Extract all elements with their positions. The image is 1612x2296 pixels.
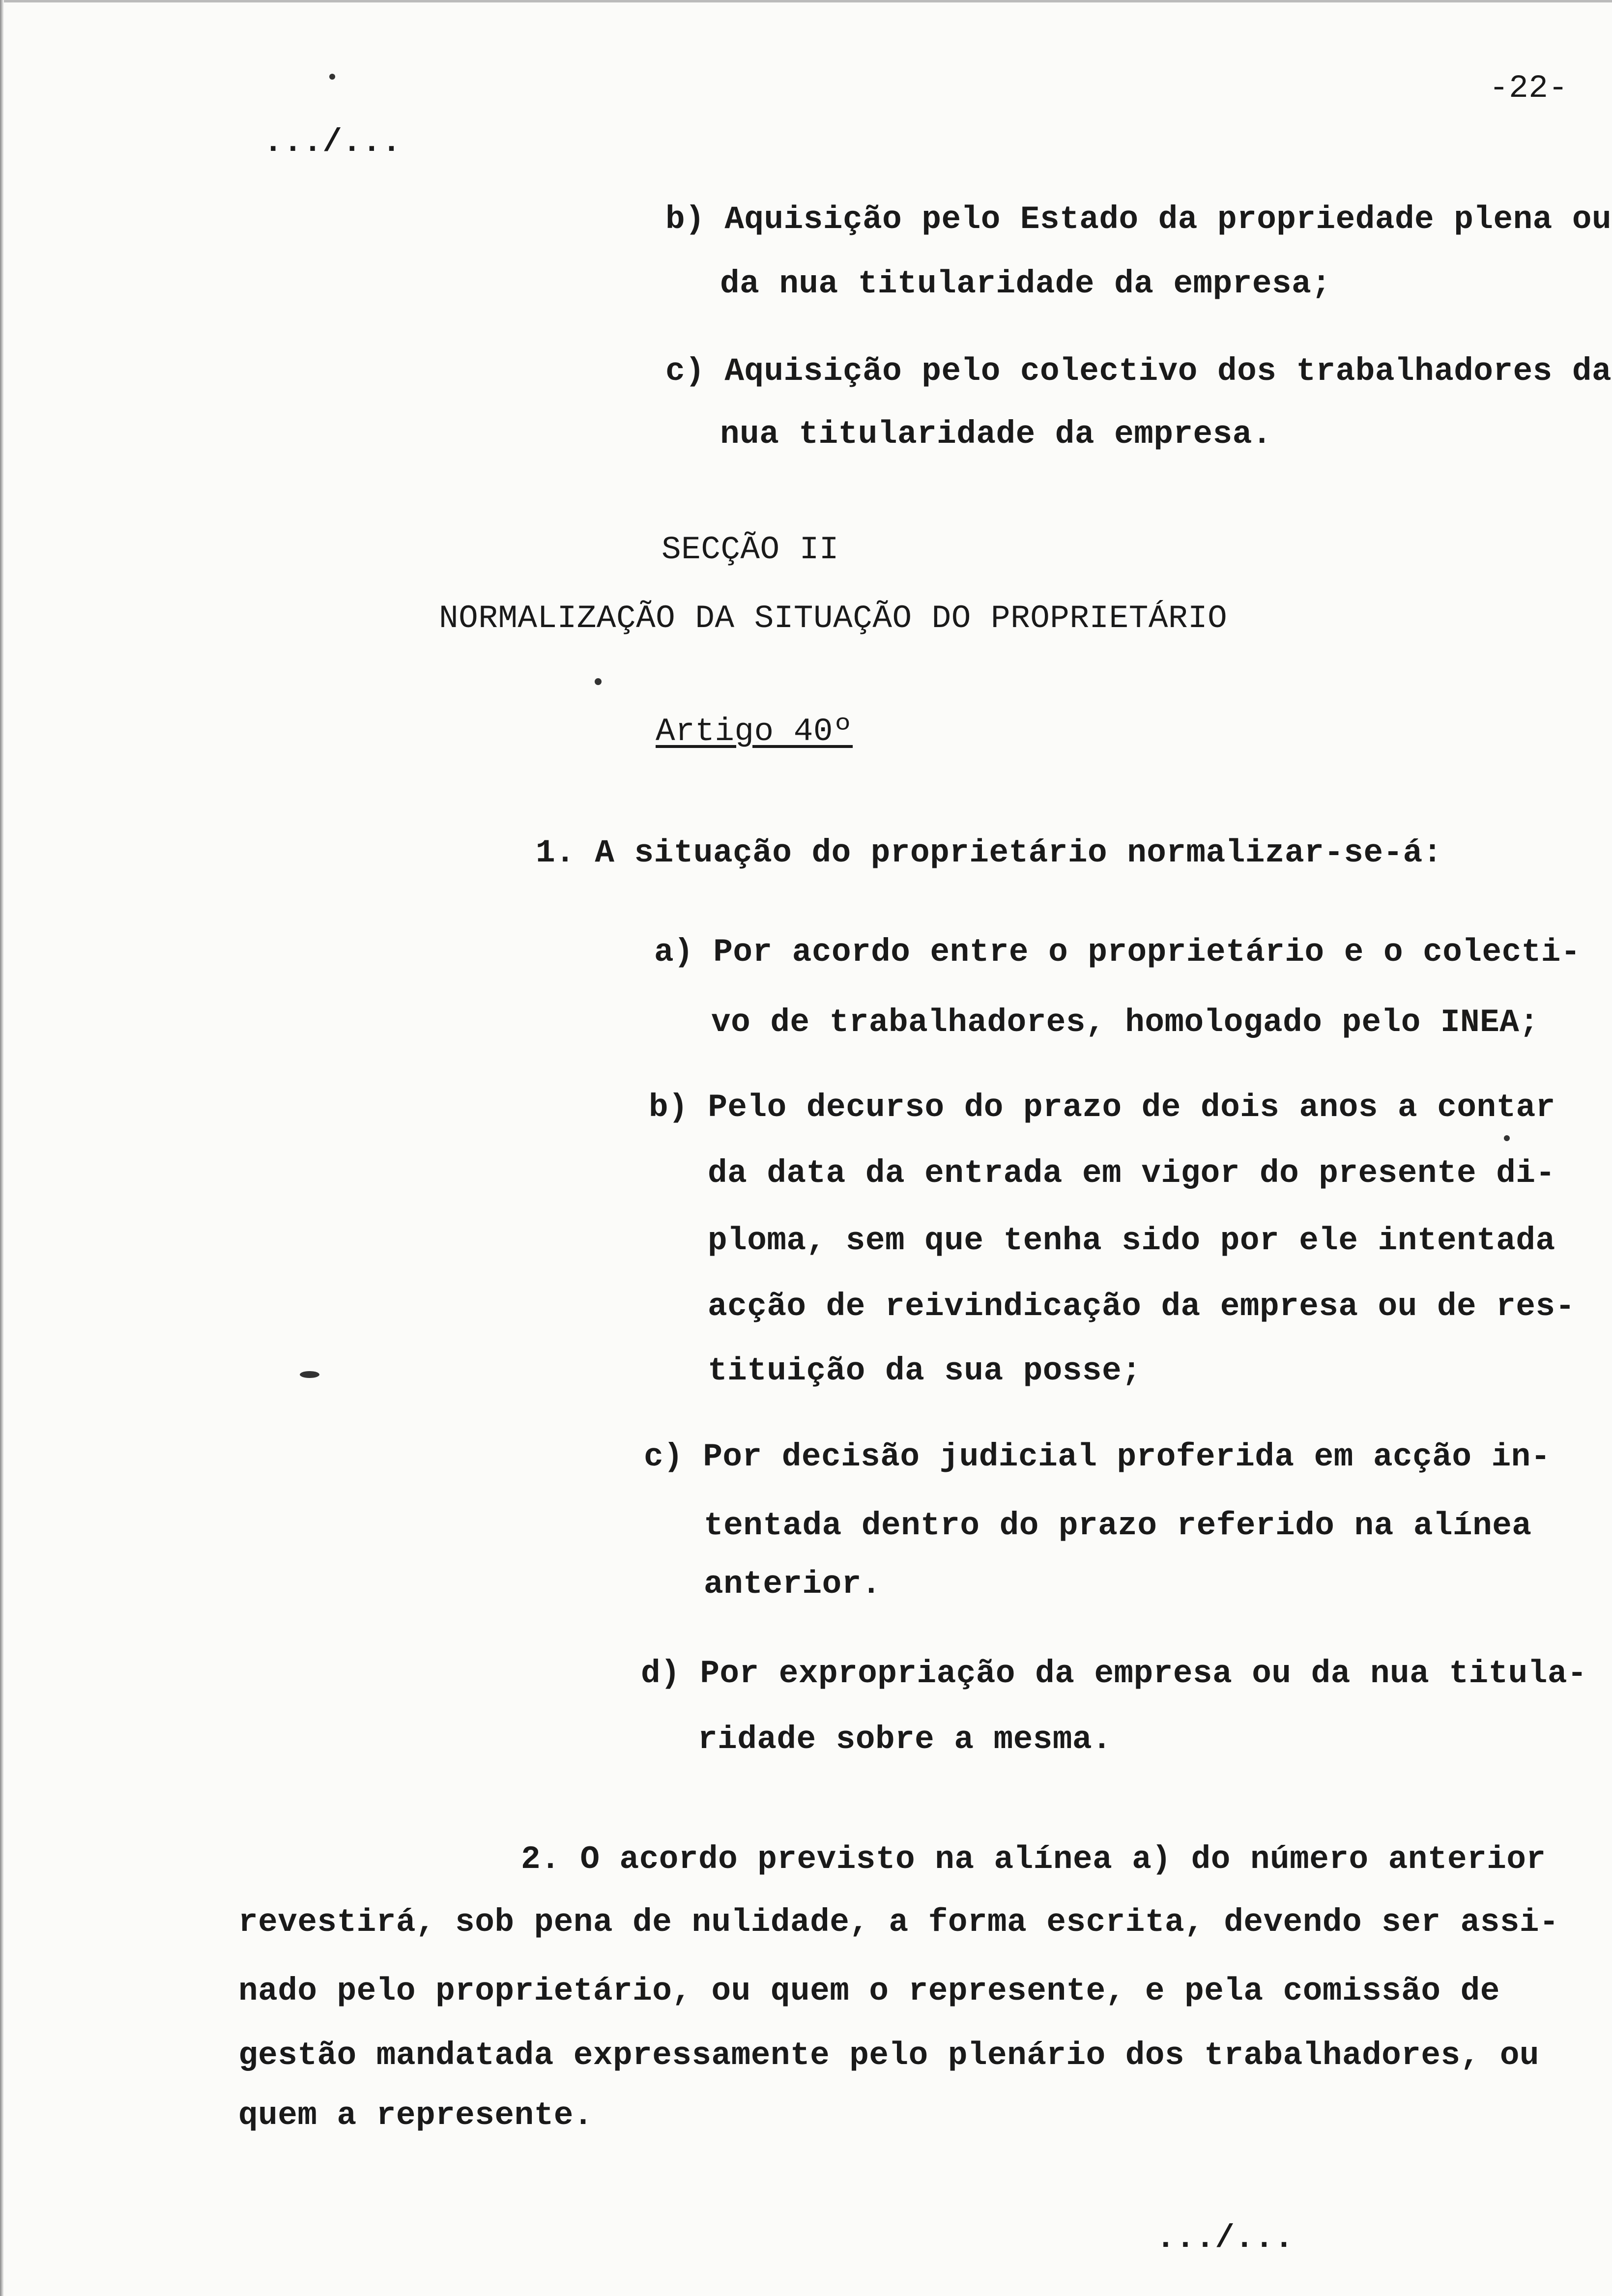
item-b-line1: b) Aquisição pelo Estado da propriedade plena ou [665,201,1612,238]
item-a-line1: a) Por acordo entre o proprietário e o colecti- [654,934,1581,971]
item-d-line2: ridade sobre a mesma. [698,1721,1112,1758]
item-c-line1: c) Aquisição pelo colectivo dos trabalhadores da [665,353,1612,390]
item-c-line2: nua titularidade da empresa. [720,416,1272,453]
item-b2-line1: b) Pelo decurso do prazo de dois anos a contar [649,1089,1555,1126]
paragraph-2-line5: quem a represente. [238,2097,593,2134]
item-c2-line1: c) Por decisão judicial proferida em acção in- [644,1438,1551,1475]
scan-left-edge [0,0,4,2296]
section-title: NORMALIZAÇÃO DA SITUAÇÃO DO PROPRIETÁRIO [439,600,1228,637]
page-number: -22- [1489,70,1568,107]
article-title: Artigo 40º [656,713,853,750]
item-b2-line5: tituição da sua posse; [708,1352,1142,1389]
scan-top-edge [0,0,1612,2]
item-b-line2: da nua titularidade da empresa; [720,265,1331,302]
item-d-line1: d) Por expropriação da empresa ou da nua titula- [641,1655,1587,1692]
item-c2-line2: tentada dentro do prazo referido na alínea [704,1507,1532,1544]
item-a-line2: vo de trabalhadores, homologado pelo INEA; [711,1004,1539,1041]
paragraph-2-line4: gestão mandatada expressamente pelo plenário dos trabalhadores, ou [238,2037,1540,2074]
item-b2-line3: ploma, sem que tenha sido por ele intentada [708,1222,1555,1259]
continuation-top: .../... [263,124,402,161]
paragraph-2-line3: nado pelo proprietário, ou quem o represente, e pela comissão de [238,1973,1500,2009]
paragraph-1-intro: 1. A situação do proprietário normalizar-se-á: [536,834,1442,871]
item-b2-line4: acção de reivindicação da empresa ou de res- [708,1288,1575,1325]
paragraph-2-line2: revestirá, sob pena de nulidade, a forma escrita, devendo ser assi- [238,1904,1559,1941]
paragraph-2-line1: 2. O acordo previsto na alínea a) do número anterior [521,1841,1546,1878]
item-c2-line3: anterior. [704,1566,881,1603]
continuation-bottom: .../... [1156,2220,1294,2257]
section-number: SECÇÃO II [662,531,839,568]
scan-speck [329,74,335,80]
item-b2-line2: da data da entrada em vigor do presente di- [708,1155,1555,1192]
scan-speck [595,678,602,685]
scan-speck [300,1371,319,1378]
scan-speck [1504,1135,1510,1141]
